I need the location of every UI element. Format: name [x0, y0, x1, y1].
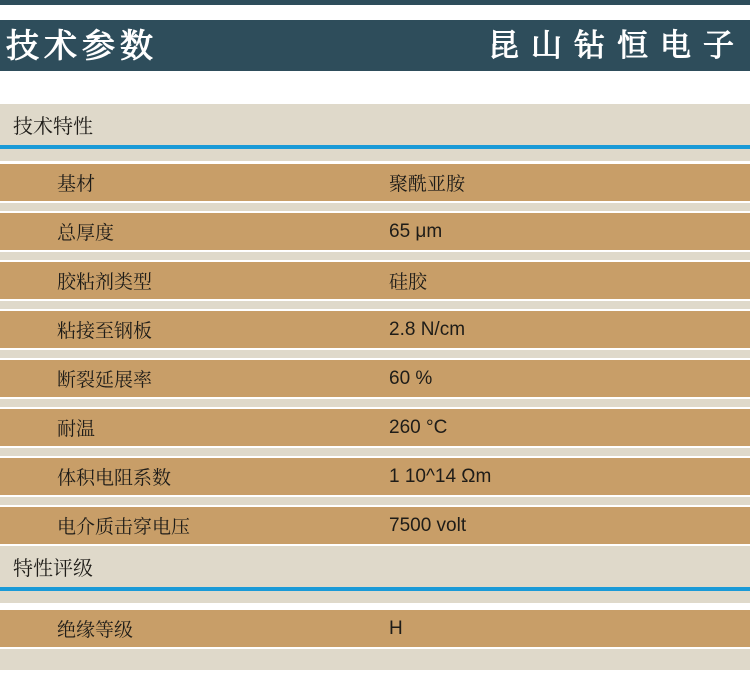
title-bar	[0, 20, 750, 71]
section-heading-technical-characteristics	[0, 104, 750, 149]
gap	[0, 603, 750, 610]
spec-value: 2.8 N/cm	[389, 318, 466, 340]
spec-row-adhesive-type	[0, 262, 750, 299]
page-title: 技术参数	[6, 27, 158, 64]
spec-label: 绝缘等级	[57, 620, 134, 641]
spec-value: 聚酰亚胺	[389, 174, 466, 195]
spec-row-temperature-resistance	[0, 409, 750, 446]
spec-row-insulation-class	[0, 610, 750, 647]
gap-top	[0, 5, 750, 20]
row-separator	[0, 299, 750, 311]
spec-row-volume-resistivity	[0, 458, 750, 495]
spec-label: 体积电阻系数	[57, 468, 172, 489]
spec-value: 1 10^14 Ωm	[389, 465, 492, 487]
gap-under-title	[0, 71, 750, 104]
row-separator	[0, 201, 750, 213]
spec-label: 耐温	[57, 419, 96, 440]
spec-label: 总厚度	[57, 223, 115, 244]
spec-value: 7500 volt	[389, 514, 467, 536]
spec-row-adhesion-to-steel	[0, 311, 750, 348]
spec-label: 粘接至钢板	[57, 321, 153, 342]
section-heading-characteristic-rating	[0, 546, 750, 591]
section-heading-label: 技术特性	[13, 116, 93, 138]
row-separator	[0, 250, 750, 262]
row-separator	[0, 348, 750, 360]
row-separator	[0, 397, 750, 409]
spec-label: 电介质击穿电压	[57, 517, 191, 538]
spec-value: 60 %	[389, 367, 433, 389]
spec-value: 硅胶	[389, 272, 428, 293]
brand-title: 昆山钻恒电子	[488, 28, 746, 63]
spec-row-total-thickness	[0, 213, 750, 250]
spec-value: 260 °C	[389, 416, 448, 438]
spec-label: 胶粘剂类型	[57, 272, 153, 293]
spec-value: H	[389, 617, 403, 639]
section-heading-underlay-strip	[0, 591, 750, 603]
row-separator	[0, 446, 750, 458]
tail-strip	[0, 649, 750, 670]
spec-label: 基材	[57, 174, 96, 195]
section-heading-underlay-strip	[0, 149, 750, 161]
spec-row-dielectric-breakdown-voltage	[0, 507, 750, 544]
spec-row-elongation-at-break	[0, 360, 750, 397]
row-separator	[0, 495, 750, 507]
section-heading-label: 特性评级	[13, 558, 93, 580]
spec-label: 断裂延展率	[57, 370, 153, 391]
spec-row-base-material	[0, 164, 750, 201]
spec-value: 65 μm	[389, 220, 443, 242]
